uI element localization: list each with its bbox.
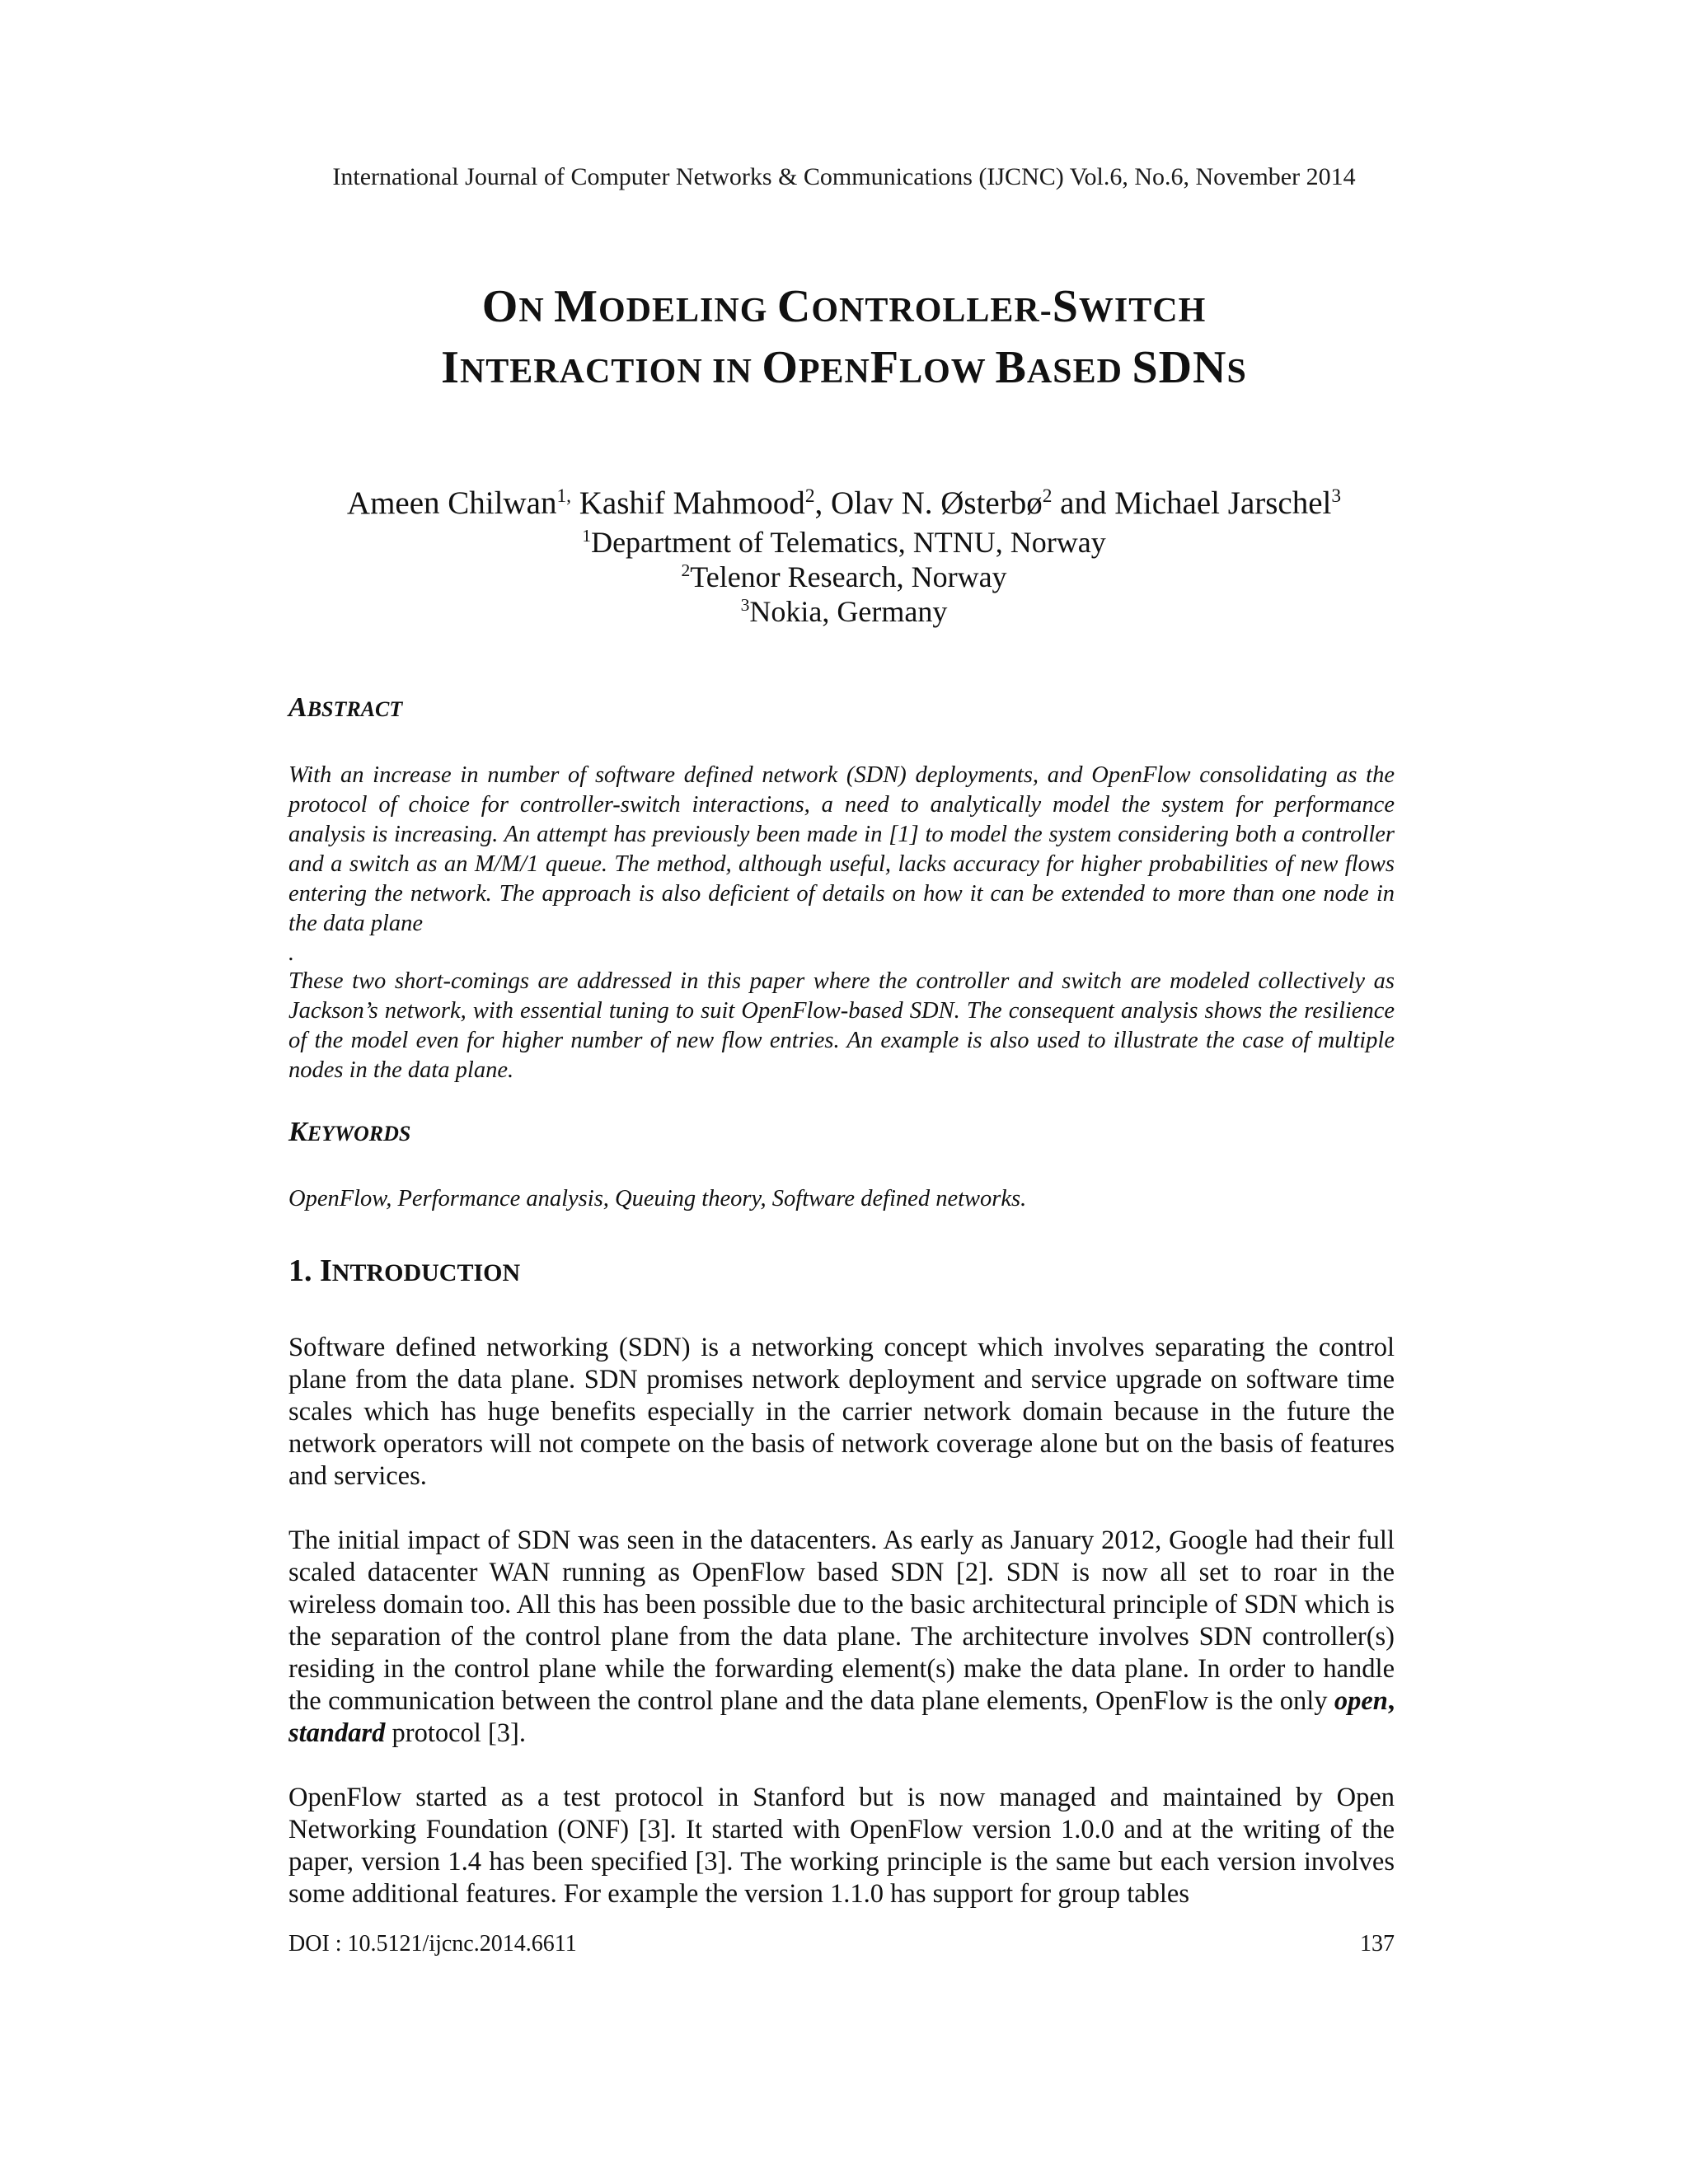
doi: DOI : 10.5121/ijcnc.2014.6611 [288,1931,577,1957]
affiliation: $^2$Telenor Research, Norway [681,560,1007,593]
abstract-paragraph-2: These two short-comings are addressed in this paper where the controller and switch are modeled collectively as Jackson’s network, with essential tuning to suit OpenFlow-based SDN. The consequent analysis shows the resilience of the model even for higher number of new flow entries. An example is also used to illustrate the case of multiple nodes in the data plane. [288,968,1395,1083]
title-word: OPEN [762,342,870,393]
paper-title-line-2 [0,335,1688,405]
abstract-separator: . [288,940,295,966]
emphasis-open: open [1334,1686,1388,1716]
keywords-heading: KEYWORDS [288,1117,411,1147]
journal-header: International Journal of Computer Networks & Communications (IJCNC) Vol.6, No.6, November 2014 [332,163,1356,190]
author-name: , Olav N. Østerbø [814,485,1043,521]
paper-title-line-1 [0,274,1688,344]
page-number: 137 [1360,1931,1395,1957]
title-word: SDNS [1132,342,1247,393]
author-affiliation-mark: 3 [1331,485,1342,507]
intro-paragraph-1: Software defined networking (SDN) is a networking concept which involves separating the control plane from the data plane. SDN promises network deployment and service upgrade on software time scales which has huge benefits especially in the carrier network domain because in the future the network operators will not compete on the basis of network coverage alone but on the basis of features and services. [288,1333,1395,1491]
title-word: MODELING [554,281,777,332]
author-name: Kashif Mahmood [571,485,805,521]
author-affiliation-mark: 2 [804,485,815,507]
title-word: ON [481,281,555,332]
affiliation: $^1$Department of Telematics, NTNU, Norway [582,526,1106,559]
emphasis-standard: standard [288,1718,386,1748]
title-word: INTERACTION IN [441,342,762,393]
intro-paragraph-2: The initial impact of SDN was seen in the datacenters. As early as January 2012, Google had their full scaled datacenter WAN running as OpenFlow based SDN [2]. SDN is now all set to roar in the wireless domain too. All this has been possible due to the basic architectural principle of SDN which is the separation of the control plane from the data plane. The architecture involves SDN controller(s) residing in the control plane while the forwarding element(s) make the data plane. In order to handle the communication between the control plane and the data plane elements, OpenFlow is the only open, standard protocol [3]. [288,1526,1395,1748]
page-footer [288,1931,1395,1957]
author-affiliation-mark: 2 [1042,485,1053,507]
title-word: CONTROLLER- [776,281,1053,332]
title-word: SWITCH [1052,281,1207,332]
introduction-heading: 1. INTRODUCTION [288,1254,521,1288]
keywords-text: OpenFlow, Performance analysis, Queuing theory, Software defined networks. [288,1186,1027,1212]
title-word: FLOW [870,342,996,393]
abstract-heading: ABSTRACT [288,692,403,723]
author-name: and Michael Jarschel [1052,485,1332,521]
affiliation: $^3$Nokia, Germany [740,595,948,628]
title-word: BASED [995,342,1132,393]
author-name: Ameen Chilwan [346,485,557,521]
author-list [0,485,1688,522]
author-affiliation-mark: 1, [556,485,571,507]
intro-paragraph-3: OpenFlow started as a test protocol in Stanford but is now managed and maintained by Open Networking Foundation (ONF) [3]. It started with OpenFlow version 1.0.0 and at the writing of the paper, version 1.4 has been specified [3]. The working principle is the same but each version involves some additional features. For example the version 1.1.0 has support for group tables [288,1783,1395,1909]
abstract-paragraph-1: With an increase in number of software defined network (SDN) deployments, and OpenFlow consolidating as the protocol of choice for controller-switch interactions, a need to analytically model the system for performance analysis is increasing. An attempt has previously been made in [1] to model the system considering both a controller and a switch as an M/M/1 queue. The method, although useful, lacks accuracy for higher probabilities of new flows entering the network. The approach is also deficient of details on how it can be extended to more than one node in the data plane [288,762,1395,936]
